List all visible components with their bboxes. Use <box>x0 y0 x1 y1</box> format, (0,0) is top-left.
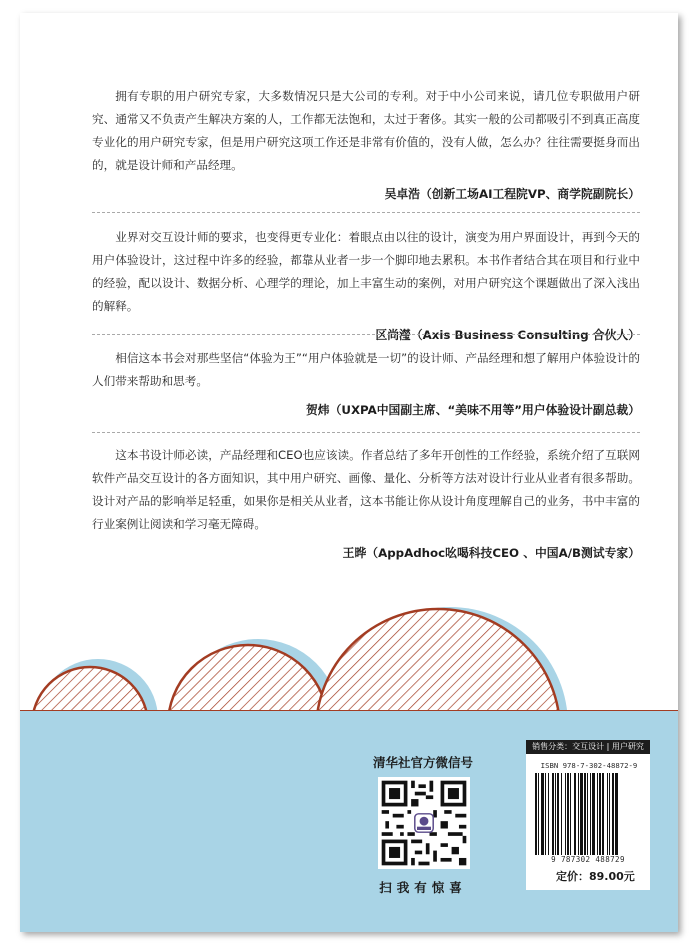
qr-title: 清华社官方微信号 <box>372 755 473 770</box>
endorsement-quote-3 <box>92 347 640 422</box>
dashed-divider <box>92 432 640 433</box>
decorative-waves <box>20 573 678 733</box>
sales-category: 销售分类：交互设计 | 用户研究 <box>526 740 650 754</box>
endorsement-quote-1 <box>92 85 640 206</box>
price: 定价：89.00元 <box>556 870 635 883</box>
barcode-panel <box>526 740 650 890</box>
qr-caption: 扫我有惊喜 <box>379 880 467 895</box>
isbn-label: ISBN 978-7-302-48872-9 <box>540 761 638 770</box>
barcode-digits: 9 787302 488729 <box>551 855 625 864</box>
quote-attribution: 王晔（AppAdhoc吆喝科技CEO 、中国A/B测试专家） <box>342 546 640 560</box>
quote-attribution: 贺炜（UXPA中国副主席、“美味不用等”用户体验设计副总裁） <box>305 403 640 417</box>
quote-attribution: 吴卓浩（创新工场AI工程院VP、商学院副院长） <box>384 187 640 201</box>
quote-text: 这本书设计师必读，产品经理和CEO也应该读。作者总结了多年开创性的工作经验，系统介绍了互联网软件产品交互设计的各方面知识，其中用户研究、画像、量化、分析等方法对设计行业从业者有很多帮助。设计对产品的影响举足轻重，如果你是相关从业者，这本书能让你从设计角度理解自己的业务，书中丰富的行业案例让阅读和学习毫无障碍。 <box>92 448 640 531</box>
quote-text: 业界对交互设计师的要求，也变得更专业化：着眼点由以往的设计，演变为用户界面设计，再到今天的用户体验设计，这过程中许多的经验，都靠从业者一步一个脚印地去累积。本书作者结合其在项目和行业中的经验，配以设计、数据分析、心理学的理论，加上丰富生动的案例，对用户研究这个课题做出了深入浅出的解释。 <box>92 230 640 313</box>
quote-text: 相信这本书会对那些坚信“体验为王”“用户体验就是一切”的设计师、产品经理和想了解用户体验设计的人们带来帮助和思考。 <box>92 351 640 388</box>
barcode-icon <box>534 773 644 855</box>
dashed-divider <box>92 334 640 335</box>
quote-text: 拥有专职的用户研究专家，大多数情况只是大公司的专利。对于中小公司来说，请几位专职做用户研究、通常又不负责产生解决方案的人，工作都无法饱和，太过于奢侈。其实一般的公司都吸引不到真正高度专业化的用户研究专家，但是用户研究这项工作还是非常有价值的，没有人做，怎么办？往往需要挺身而出的，就是设计师和产品经理。 <box>92 89 640 172</box>
endorsement-quote-4 <box>92 444 640 565</box>
qr-code <box>378 777 470 869</box>
qr-pattern-icon <box>378 777 470 869</box>
endorsement-quote-2 <box>92 226 640 347</box>
quote-attribution: 区尚瀅（Axis Business Consulting 合伙人） <box>375 328 640 342</box>
dashed-divider <box>92 212 640 213</box>
book-back-cover <box>20 13 678 932</box>
